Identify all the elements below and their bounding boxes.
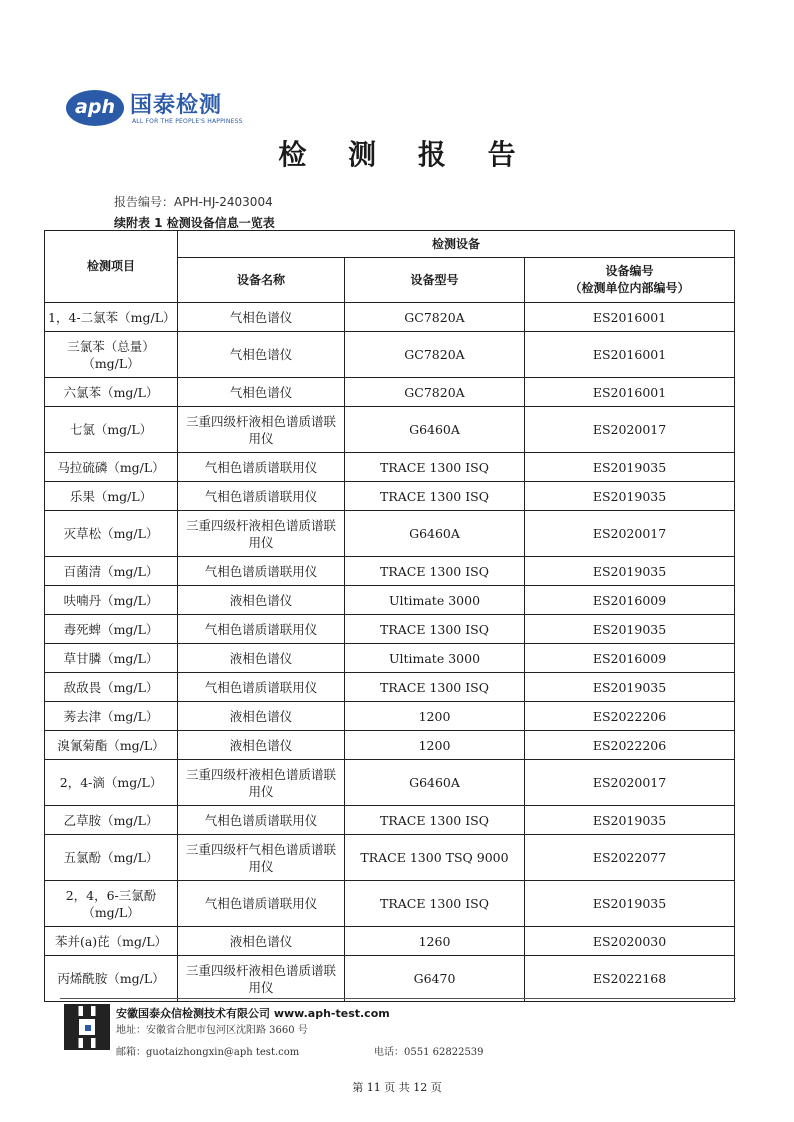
cell-item: 呋喃丹（mg/L） — [45, 586, 178, 615]
footer-company: 安徽国泰众信检测技术有限公司 www.aph-test.com — [116, 1007, 390, 1020]
cell-model: TRACE 1300 ISQ — [345, 881, 525, 927]
cell-item: 七氯（mg/L） — [45, 407, 178, 453]
logo-mark: aph — [66, 90, 124, 126]
header-id-line1: 设备编号 — [605, 264, 654, 278]
cell-model: 1200 — [345, 731, 525, 760]
cell-item: 毒死蜱（mg/L） — [45, 615, 178, 644]
cell-id: ES2016001 — [525, 378, 735, 407]
cell-name: 液相色谱仪 — [178, 731, 345, 760]
cell-id: ES2019035 — [525, 557, 735, 586]
cell-item: 百菌清（mg/L） — [45, 557, 178, 586]
cell-model: 1200 — [345, 702, 525, 731]
cell-name: 三重四级杆液相色谱质谱联用仪 — [178, 760, 345, 806]
cell-id: ES2016009 — [525, 644, 735, 673]
cell-name: 气相色谱质谱联用仪 — [178, 453, 345, 482]
cell-id: ES2022206 — [525, 702, 735, 731]
cell-name: 气相色谱质谱联用仪 — [178, 615, 345, 644]
header-name: 设备名称 — [178, 258, 345, 303]
cell-name: 气相色谱仪 — [178, 303, 345, 332]
cell-name: 气相色谱质谱联用仪 — [178, 881, 345, 927]
cell-item: 三氯苯（总量）（mg/L） — [45, 332, 178, 378]
table-row — [45, 332, 735, 378]
cell-name: 气相色谱质谱联用仪 — [178, 673, 345, 702]
footer-email: 邮箱：guotaizhongxin@aph test.com — [116, 1047, 300, 1058]
cell-model: GC7820A — [345, 303, 525, 332]
cell-id: ES2020017 — [525, 760, 735, 806]
cell-item: 六氯苯（mg/L） — [45, 378, 178, 407]
header-id — [525, 258, 735, 303]
logo-name: 国泰检测 — [130, 93, 223, 118]
cell-name: 液相色谱仪 — [178, 927, 345, 956]
table-row — [45, 760, 735, 806]
cell-name: 气相色谱质谱联用仪 — [178, 482, 345, 511]
table-row — [45, 835, 735, 881]
cell-item: 1，4-二氯苯（mg/L） — [45, 303, 178, 332]
cell-model: 1260 — [345, 927, 525, 956]
cell-name: 三重四级杆气相色谱质谱联用仪 — [178, 835, 345, 881]
equipment-table — [44, 230, 735, 1002]
cell-model: TRACE 1300 ISQ — [345, 482, 525, 511]
table-caption: 续附表 1 检测设备信息一览表 — [114, 216, 275, 230]
table-row — [45, 453, 735, 482]
cell-id: ES2020017 — [525, 407, 735, 453]
cell-item: 苯并(a)芘（mg/L） — [45, 927, 178, 956]
cell-id: ES2016009 — [525, 586, 735, 615]
cell-item: 乙草胺（mg/L） — [45, 806, 178, 835]
cell-item: 五氯酚（mg/L） — [45, 835, 178, 881]
cell-item: 马拉硫磷（mg/L） — [45, 453, 178, 482]
cell-name: 液相色谱仪 — [178, 586, 345, 615]
cell-model: TRACE 1300 ISQ — [345, 615, 525, 644]
cell-id: ES2022077 — [525, 835, 735, 881]
table-row — [45, 881, 735, 927]
cell-id: ES2022206 — [525, 731, 735, 760]
cell-name: 三重四级杆液相色谱质谱联用仪 — [178, 956, 345, 1002]
cell-id: ES2016001 — [525, 303, 735, 332]
table-row — [45, 557, 735, 586]
cell-item: 草甘膦（mg/L） — [45, 644, 178, 673]
cell-id: ES2019035 — [525, 881, 735, 927]
cell-item: 灭草松（mg/L） — [45, 511, 178, 557]
cell-item: 乐果（mg/L） — [45, 482, 178, 511]
table-row — [45, 956, 735, 1002]
cell-name: 气相色谱质谱联用仪 — [178, 806, 345, 835]
cell-id: ES2019035 — [525, 615, 735, 644]
page-title: 检 测 报 告 — [278, 138, 532, 171]
cell-item: 敌敌畏（mg/L） — [45, 673, 178, 702]
table-row — [45, 407, 735, 453]
cell-name: 气相色谱质谱联用仪 — [178, 557, 345, 586]
footer-address: 地址：安徽省合肥市包河区沈阳路 3660 号 — [116, 1025, 308, 1036]
cell-model: Ultimate 3000 — [345, 586, 525, 615]
header-model: 设备型号 — [345, 258, 525, 303]
cell-id: ES2020017 — [525, 511, 735, 557]
cell-model: G6460A — [345, 760, 525, 806]
cell-id: ES2020030 — [525, 927, 735, 956]
cell-model: G6460A — [345, 407, 525, 453]
cell-item: 丙烯酰胺（mg/L） — [45, 956, 178, 1002]
cell-id: ES2019035 — [525, 453, 735, 482]
footer-phone: 电话：0551 62822539 — [374, 1047, 484, 1058]
cell-name: 液相色谱仪 — [178, 702, 345, 731]
table-row — [45, 378, 735, 407]
header-group: 检测设备 — [178, 231, 735, 258]
cell-item: 莠去津（mg/L） — [45, 702, 178, 731]
cell-id: ES2019035 — [525, 673, 735, 702]
cell-model: GC7820A — [345, 378, 525, 407]
cell-name: 三重四级杆液相色谱质谱联用仪 — [178, 407, 345, 453]
cell-id: ES2019035 — [525, 482, 735, 511]
cell-name: 液相色谱仪 — [178, 644, 345, 673]
cell-model: TRACE 1300 ISQ — [345, 557, 525, 586]
table-row — [45, 644, 735, 673]
table-row — [45, 702, 735, 731]
table-row — [45, 586, 735, 615]
cell-id: ES2022168 — [525, 956, 735, 1002]
page-number: 第 11 页 共 12 页 — [352, 1081, 442, 1094]
footer-divider — [60, 998, 736, 999]
table-row — [45, 731, 735, 760]
table-row — [45, 303, 735, 332]
cell-name: 气相色谱仪 — [178, 332, 345, 378]
table-row — [45, 806, 735, 835]
header-item: 检测项目 — [45, 231, 178, 303]
cell-model: Ultimate 3000 — [345, 644, 525, 673]
cell-model: TRACE 1300 ISQ — [345, 806, 525, 835]
cell-item: 2，4-滴（mg/L） — [45, 760, 178, 806]
header-id-line2: （检测单位内部编号） — [569, 281, 690, 295]
report-number: 报告编号：APH-HJ-2403004 — [114, 195, 273, 209]
cell-model: GC7820A — [345, 332, 525, 378]
company-logo — [66, 88, 266, 133]
table-row — [45, 482, 735, 511]
table-row — [45, 673, 735, 702]
cell-item: 2，4，6-三氯酚（mg/L） — [45, 881, 178, 927]
cell-item: 溴氰菊酯（mg/L） — [45, 731, 178, 760]
logo-tagline: ALL FOR THE PEOPLE'S HAPPINESS — [132, 118, 243, 125]
cell-id: ES2019035 — [525, 806, 735, 835]
cell-model: TRACE 1300 ISQ — [345, 453, 525, 482]
table-row — [45, 927, 735, 956]
cell-model: G6470 — [345, 956, 525, 1002]
cell-model: G6460A — [345, 511, 525, 557]
cell-id: ES2016001 — [525, 332, 735, 378]
qr-code — [64, 1004, 110, 1050]
cell-model: TRACE 1300 TSQ 9000 — [345, 835, 525, 881]
table-row — [45, 511, 735, 557]
cell-name: 气相色谱仪 — [178, 378, 345, 407]
table-row — [45, 615, 735, 644]
cell-name: 三重四级杆液相色谱质谱联用仪 — [178, 511, 345, 557]
cell-model: TRACE 1300 ISQ — [345, 673, 525, 702]
